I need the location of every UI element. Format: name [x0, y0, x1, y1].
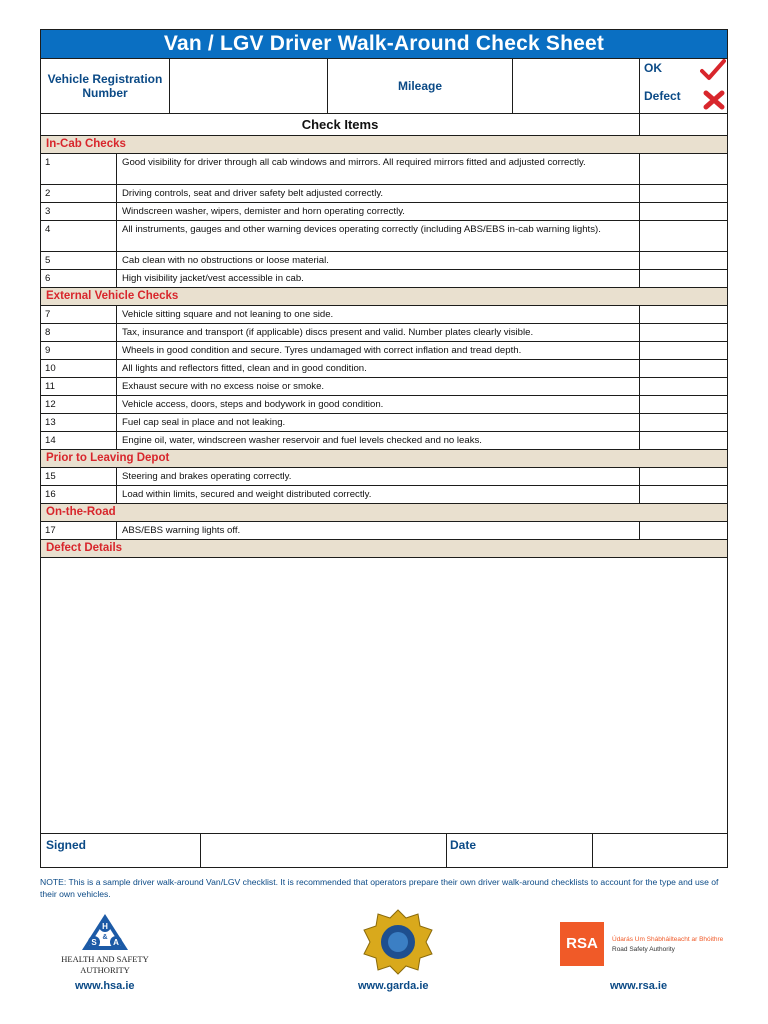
item-text: Vehicle access, doors, steps and bodywork in good condition. — [117, 396, 640, 413]
item-check-cell[interactable] — [640, 360, 727, 377]
item-number: 15 — [41, 468, 117, 485]
rsa-link[interactable]: www.rsa.ie — [610, 980, 668, 992]
item-number: 13 — [41, 414, 117, 431]
table-row — [41, 486, 727, 504]
item-text: Fuel cap seal in place and not leaking. — [117, 414, 640, 431]
item-check-cell[interactable] — [640, 342, 727, 359]
cross-icon — [703, 90, 725, 110]
item-text: Good visibility for driver through all cab windows and mirrors. All required mirrors fitted and adjusted correctly. — [117, 154, 640, 184]
item-text: Steering and brakes operating correctly. — [117, 468, 640, 485]
item-number: 3 — [41, 203, 117, 220]
item-text: Exhaust secure with no excess noise or smoke. — [117, 378, 640, 395]
rsa-english-name: Road Safety Authority — [612, 946, 675, 953]
item-number: 16 — [41, 486, 117, 503]
section-external: External Vehicle Checks — [41, 288, 727, 306]
table-row — [41, 185, 727, 203]
item-number: 1 — [41, 154, 117, 184]
item-number: 17 — [41, 522, 117, 539]
item-check-cell[interactable] — [640, 468, 727, 485]
item-number: 5 — [41, 252, 117, 269]
check-sheet — [40, 29, 728, 868]
item-text: Engine oil, water, windscreen washer reservoir and fuel levels checked and no leaks. — [117, 432, 640, 449]
date-field[interactable] — [593, 834, 727, 867]
table-row — [41, 468, 727, 486]
item-number: 12 — [41, 396, 117, 413]
item-check-cell[interactable] — [640, 324, 727, 341]
vehicle-registration-field[interactable] — [170, 59, 328, 113]
table-row — [41, 396, 727, 414]
item-check-cell[interactable] — [640, 522, 727, 539]
section-in-cab: In-Cab Checks — [41, 136, 727, 154]
svg-text:H: H — [102, 922, 108, 931]
item-number: 9 — [41, 342, 117, 359]
item-check-cell[interactable] — [640, 252, 727, 269]
item-text: Driving controls, seat and driver safety belt adjusted correctly. — [117, 185, 640, 202]
item-text: Load within limits, secured and weight distributed correctly. — [117, 486, 640, 503]
section-prior-to-leaving: Prior to Leaving Depot — [41, 450, 727, 468]
rsa-irish-name: Údarás Um Shábháilteacht ar Bhóithre — [612, 936, 724, 943]
item-check-cell[interactable] — [640, 486, 727, 503]
item-number: 7 — [41, 306, 117, 323]
item-text: Vehicle sitting square and not leaning to one side. — [117, 306, 640, 323]
signed-label: Signed — [41, 834, 201, 867]
section-defect-details: Defect Details — [41, 540, 727, 558]
vehicle-registration-label: Vehicle Registration Number — [41, 59, 170, 113]
item-text: Cab clean with no obstructions or loose material. — [117, 252, 640, 269]
item-text: Tax, insurance and transport (if applicable) discs present and valid. Number plates clearly visible. — [117, 324, 640, 341]
item-number: 4 — [41, 221, 117, 251]
item-check-cell[interactable] — [640, 270, 727, 287]
disclaimer-note: NOTE: This is a sample driver walk-around Van/LGV checklist. It is recommended that operators prepare their own driver walk-around checklists to account for the type and use of their own vehicles. — [40, 877, 719, 899]
defect-label: Defect — [644, 89, 681, 103]
table-row — [41, 360, 727, 378]
item-text: High visibility jacket/vest accessible in cab. — [117, 270, 640, 287]
checkmark-icon — [700, 59, 726, 81]
table-row — [41, 221, 727, 252]
garda-crest-icon — [360, 908, 436, 976]
item-text: Wheels in good condition and secure. Tyres undamaged with correct inflation and tread depth. — [117, 342, 640, 359]
item-check-cell[interactable] — [640, 414, 727, 431]
item-number: 14 — [41, 432, 117, 449]
legend-box — [640, 59, 727, 113]
table-row — [41, 414, 727, 432]
rsa-logo — [560, 922, 730, 968]
header-row — [41, 59, 727, 114]
item-check-cell[interactable] — [640, 221, 727, 251]
svg-text:A: A — [113, 938, 119, 947]
check-items-header — [41, 114, 727, 136]
mileage-label: Mileage — [328, 59, 513, 113]
item-check-cell[interactable] — [640, 185, 727, 202]
table-row — [41, 270, 727, 288]
table-row — [41, 522, 727, 540]
table-row — [41, 306, 727, 324]
defect-details-field[interactable] — [41, 558, 727, 834]
item-check-cell[interactable] — [640, 306, 727, 323]
item-check-cell[interactable] — [640, 203, 727, 220]
hsa-link[interactable]: www.hsa.ie — [75, 980, 135, 992]
table-row — [41, 432, 727, 450]
table-row — [41, 154, 727, 185]
check-items-label: Check Items — [41, 114, 640, 135]
hsa-name-line2: AUTHORITY — [80, 965, 130, 975]
table-row — [41, 342, 727, 360]
svg-text:&: & — [102, 934, 108, 941]
ok-label: OK — [644, 61, 662, 75]
date-label: Date — [447, 834, 593, 867]
item-number: 10 — [41, 360, 117, 377]
signed-field[interactable] — [201, 834, 447, 867]
item-number: 8 — [41, 324, 117, 341]
svg-text:S: S — [91, 938, 97, 947]
item-check-cell[interactable] — [640, 378, 727, 395]
item-text: All instruments, gauges and other warning devices operating correctly (including ABS/EBS in-cab warning lights). — [117, 221, 640, 251]
table-row — [41, 378, 727, 396]
hsa-logo — [50, 912, 160, 978]
hsa-name-line1: HEALTH AND SAFETY — [61, 954, 149, 964]
table-row — [41, 203, 727, 221]
mileage-field[interactable] — [513, 59, 640, 113]
page-title: Van / LGV Driver Walk-Around Check Sheet — [41, 30, 727, 59]
rsa-mark: RSA — [560, 922, 604, 966]
garda-link[interactable]: www.garda.ie — [358, 980, 429, 992]
item-number: 6 — [41, 270, 117, 287]
table-row — [41, 324, 727, 342]
table-row — [41, 252, 727, 270]
item-text: All lights and reflectors fitted, clean and in good condition. — [117, 360, 640, 377]
item-text: ABS/EBS warning lights off. — [117, 522, 640, 539]
item-check-cell[interactable] — [640, 396, 727, 413]
item-check-cell[interactable] — [640, 432, 727, 449]
item-check-cell[interactable] — [640, 154, 727, 184]
signature-row — [41, 834, 727, 867]
item-number: 2 — [41, 185, 117, 202]
hsa-emblem-icon — [50, 912, 160, 956]
item-text: Windscreen washer, wipers, demister and horn operating correctly. — [117, 203, 640, 220]
section-on-the-road: On-the-Road — [41, 504, 727, 522]
item-number: 11 — [41, 378, 117, 395]
